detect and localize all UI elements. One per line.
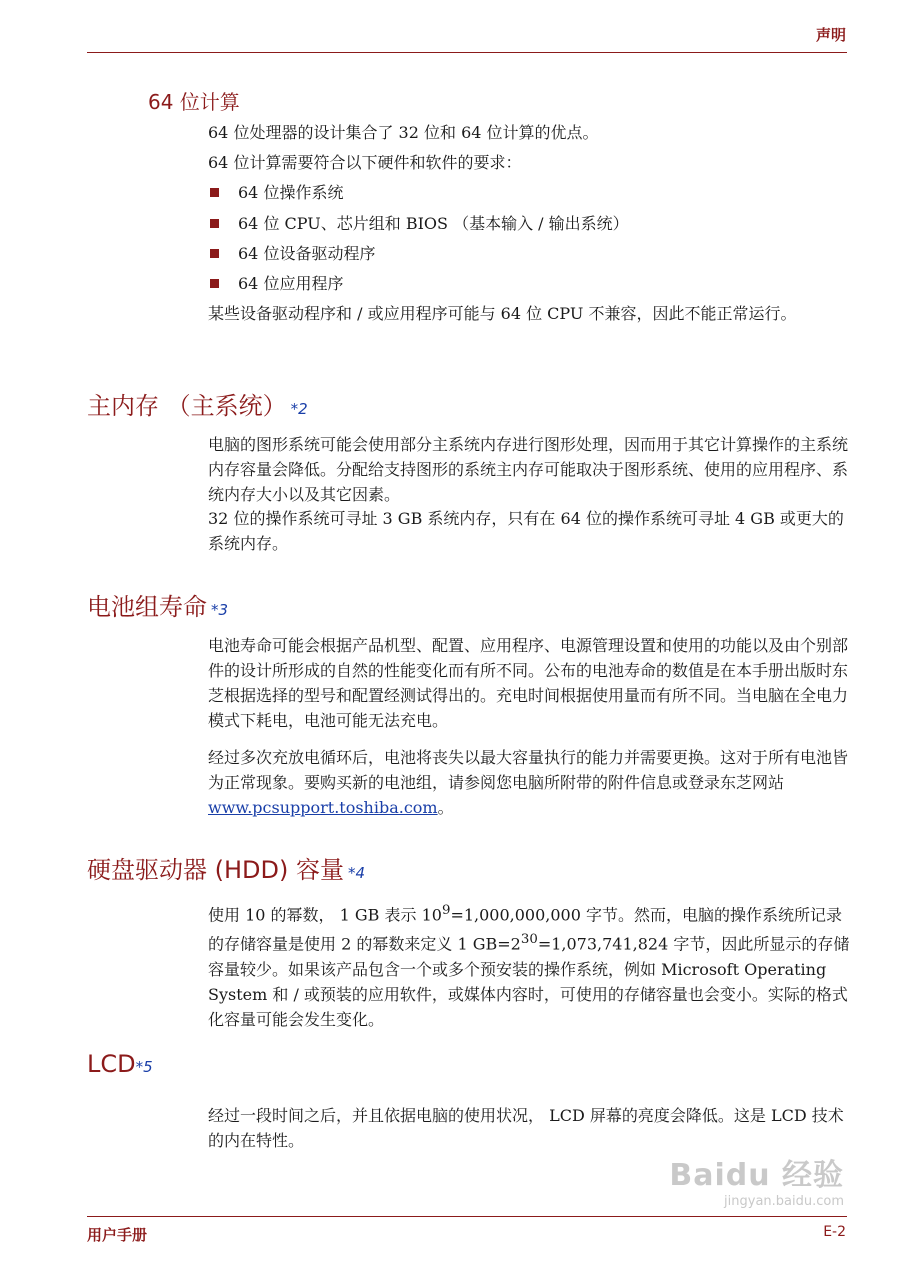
paragraph-text: 。 [437,798,454,817]
support-website-link[interactable]: www.pcsupport.toshiba.com [208,798,438,817]
page-number: E-2 [823,1224,846,1240]
section-heading-memory [87,386,308,421]
heading-text: 主内存 （主系统） [87,392,287,420]
list-item [210,241,375,266]
exponent: 30 [520,932,538,948]
section-heading-hdd [87,850,365,885]
bullet-square-icon [210,249,219,258]
footnote-ref: *2 [290,400,308,418]
heading-text: 电池组寿命 [87,593,207,621]
watermark-text: Baidu 经验 [669,1158,844,1193]
bullet-square-icon [210,279,219,288]
heading-text: LCD [87,1050,136,1078]
page-header-title: 声明 [815,26,846,44]
list-item-text: 64 位 CPU、芯片组和 BIOS （基本输入 / 输出系统） [238,214,629,233]
footnote-ref: *5 [135,1058,153,1076]
paragraph: 64 位计算需要符合以下硬件和软件的要求： [208,153,522,172]
section-heading-lcd [87,1050,153,1078]
heading-text: 硬盘驱动器 (HDD) 容量 [87,856,344,884]
footnote-ref: *4 [348,864,366,882]
paragraph: 经过一段时间之后，并且依据电脑的使用状况， LCD 屏幕的亮度会降低。这是 LCD 技术的内在特性。 [208,1106,844,1150]
list-item-text: 64 位应用程序 [238,274,344,293]
section-heading-64bit: 64 位计算 [148,90,240,114]
watermark-logo [669,1150,844,1209]
paragraph-text: 使用 10 的幂数， 1 GB 表示 10 [208,905,442,925]
paragraph-text: 经过多次充放电循环后，电池将丧失以最大容量执行的能力并需要更换。这对于所有电池皆为正常现象。要购买新的电池组，请参阅您电脑所附带的附件信息或登录东芝网站 [208,748,849,792]
footnote-ref: *3 [211,601,229,619]
footer-manual-title: 用户手册 [87,1226,148,1244]
list-item-text: 64 位设备驱动程序 [238,244,376,263]
bullet-square-icon [210,188,219,197]
paragraph: 64 位处理器的设计集合了 32 位和 64 位计算的优点。 [208,123,599,142]
paragraph: 电池寿命可能会根据产品机型、配置、应用程序、电源管理设置和使用的功能以及由个别部件的设计所形成的自然的性能变化而有所不同。公布的电池寿命的数值是在本手册出版时东芝根据选择的型号和配置经测试得出的。充电时间根据使用量而有所不同。当电脑在全电力模式下耗电，电池可能无法充电。 [208,636,849,730]
list-item [210,180,343,205]
bullet-square-icon [210,219,219,228]
paragraph-text: =1,073,741,824 字节，因此所显示的存储容量较少。如果该产品包含一个或多个预安装的操作系统，例如 Microsoft Operating System 和 / 或预装的应用软件，或媒体内容时，可使用的存储容量也会变小。实际的格式化容量可能会发生变化。 [208,934,850,1029]
paragraph: 某些设备驱动程序和 / 或应用程序可能与 64 位 CPU 不兼容，因此不能正常运行。 [208,304,797,323]
section-heading-battery [87,587,228,622]
paragraph-text: =1,000,000,000 字节。然而，电脑的操作系统所记录的存储容量是使用 2 的幂数来定义 1 GB=2 [208,905,843,954]
footer-divider [87,1216,847,1217]
list-item-text: 64 位操作系统 [238,183,344,202]
paragraph: 电脑的图形系统可能会使用部分主系统内存进行图形处理，因而用于其它计算操作的主系统内存容量会降低。分配给支持图形的系统主内存可能取决于图形系统、使用的应用程序、系统内存大小以及其它因素。 [208,435,849,504]
list-item [210,211,629,236]
watermark-url: jingyan.baidu.com [724,1194,844,1209]
header-divider [87,52,847,53]
paragraph: 32 位的操作系统可寻址 3 GB 系统内存，只有在 64 位的操作系统可寻址 4 GB 或更大的系统内存。 [208,509,844,553]
paragraph [208,898,850,1032]
paragraph [208,745,850,820]
list-item [210,271,343,296]
exponent: 9 [441,903,451,918]
